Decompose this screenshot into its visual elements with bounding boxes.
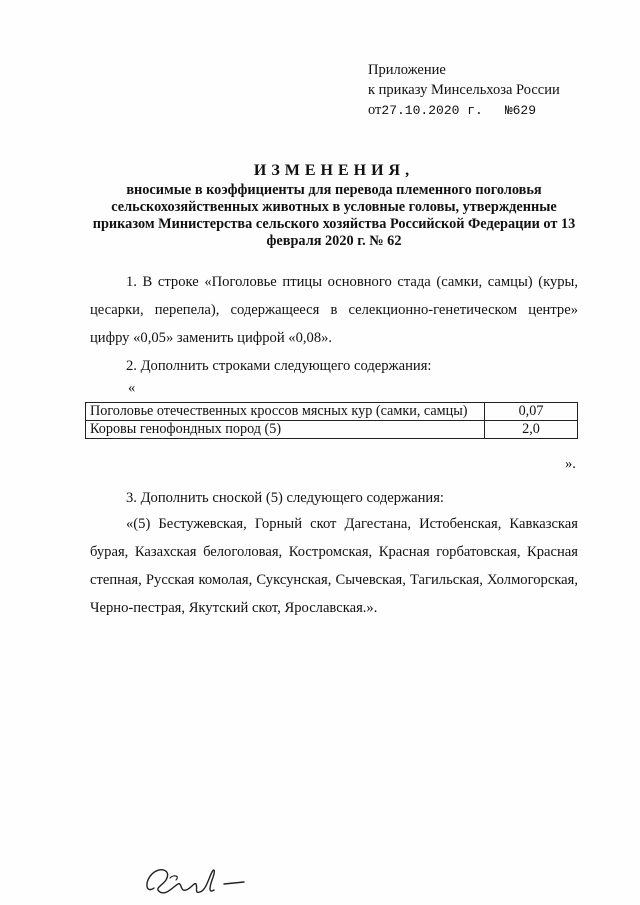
title-block (80, 160, 588, 250)
appendix-date: 27.10.2020 г. (381, 103, 483, 118)
appendix-number: №629 (504, 103, 537, 118)
table-cell-value: 2,0 (485, 421, 578, 439)
document-subtitle: вносимые в коэффициенты для перевода племенного поголовья сельскохозяйственных животных в условные головы, утвержденные приказом Министерства сельского хозяйства Российской Федерации от 13 февраля 2020 г. № 62 (92, 182, 576, 249)
appendix-order-ref: к приказу Минсельхоза России (368, 82, 560, 98)
handwritten-signature (140, 858, 270, 904)
appendix-date-line (368, 100, 560, 121)
appendix-from-label: от (368, 102, 382, 118)
paragraph-2: 2. Дополнить строками следующего содержания: (126, 358, 432, 374)
opening-quote: « (128, 380, 136, 396)
table-row (86, 403, 578, 421)
closing-quote: ». (565, 456, 576, 472)
table-row (86, 421, 578, 439)
table-cell-name: Поголовье отечественных кроссов мясных кур (самки, самцы) (86, 403, 485, 421)
appendix-title: Приложение (368, 62, 446, 78)
paragraph-1: 1. В строке «Поголовье птицы основного стада (самки, самцы) (куры, цесарки, перепела), содержащееся в селекционно-генетическом центре» цифру «0,05» заменить цифрой «0,08». (90, 274, 578, 346)
table-cell-value: 0,07 (485, 403, 578, 421)
paragraph-4-footnote: «(5) Бестужевская, Горный скот Дагестана, Истобенская, Кавказская бурая, Казахская белоголовая, Костромская, Красная горбатовская, Красная степная, Русская комолая, Суксунская, Сычевская, Тагильская, Холмогорская, Черно-пестрая, Якутский скот, Ярославская.». (90, 516, 578, 616)
table-cell-name: Коровы генофондных пород (5) (86, 421, 485, 439)
appendix-header (368, 60, 560, 121)
inserted-rows-table (85, 402, 578, 439)
paragraph-3: 3. Дополнить сноской (5) следующего содержания: (126, 490, 444, 506)
document-title: ИЗМЕНЕНИЯ, (253, 162, 415, 179)
